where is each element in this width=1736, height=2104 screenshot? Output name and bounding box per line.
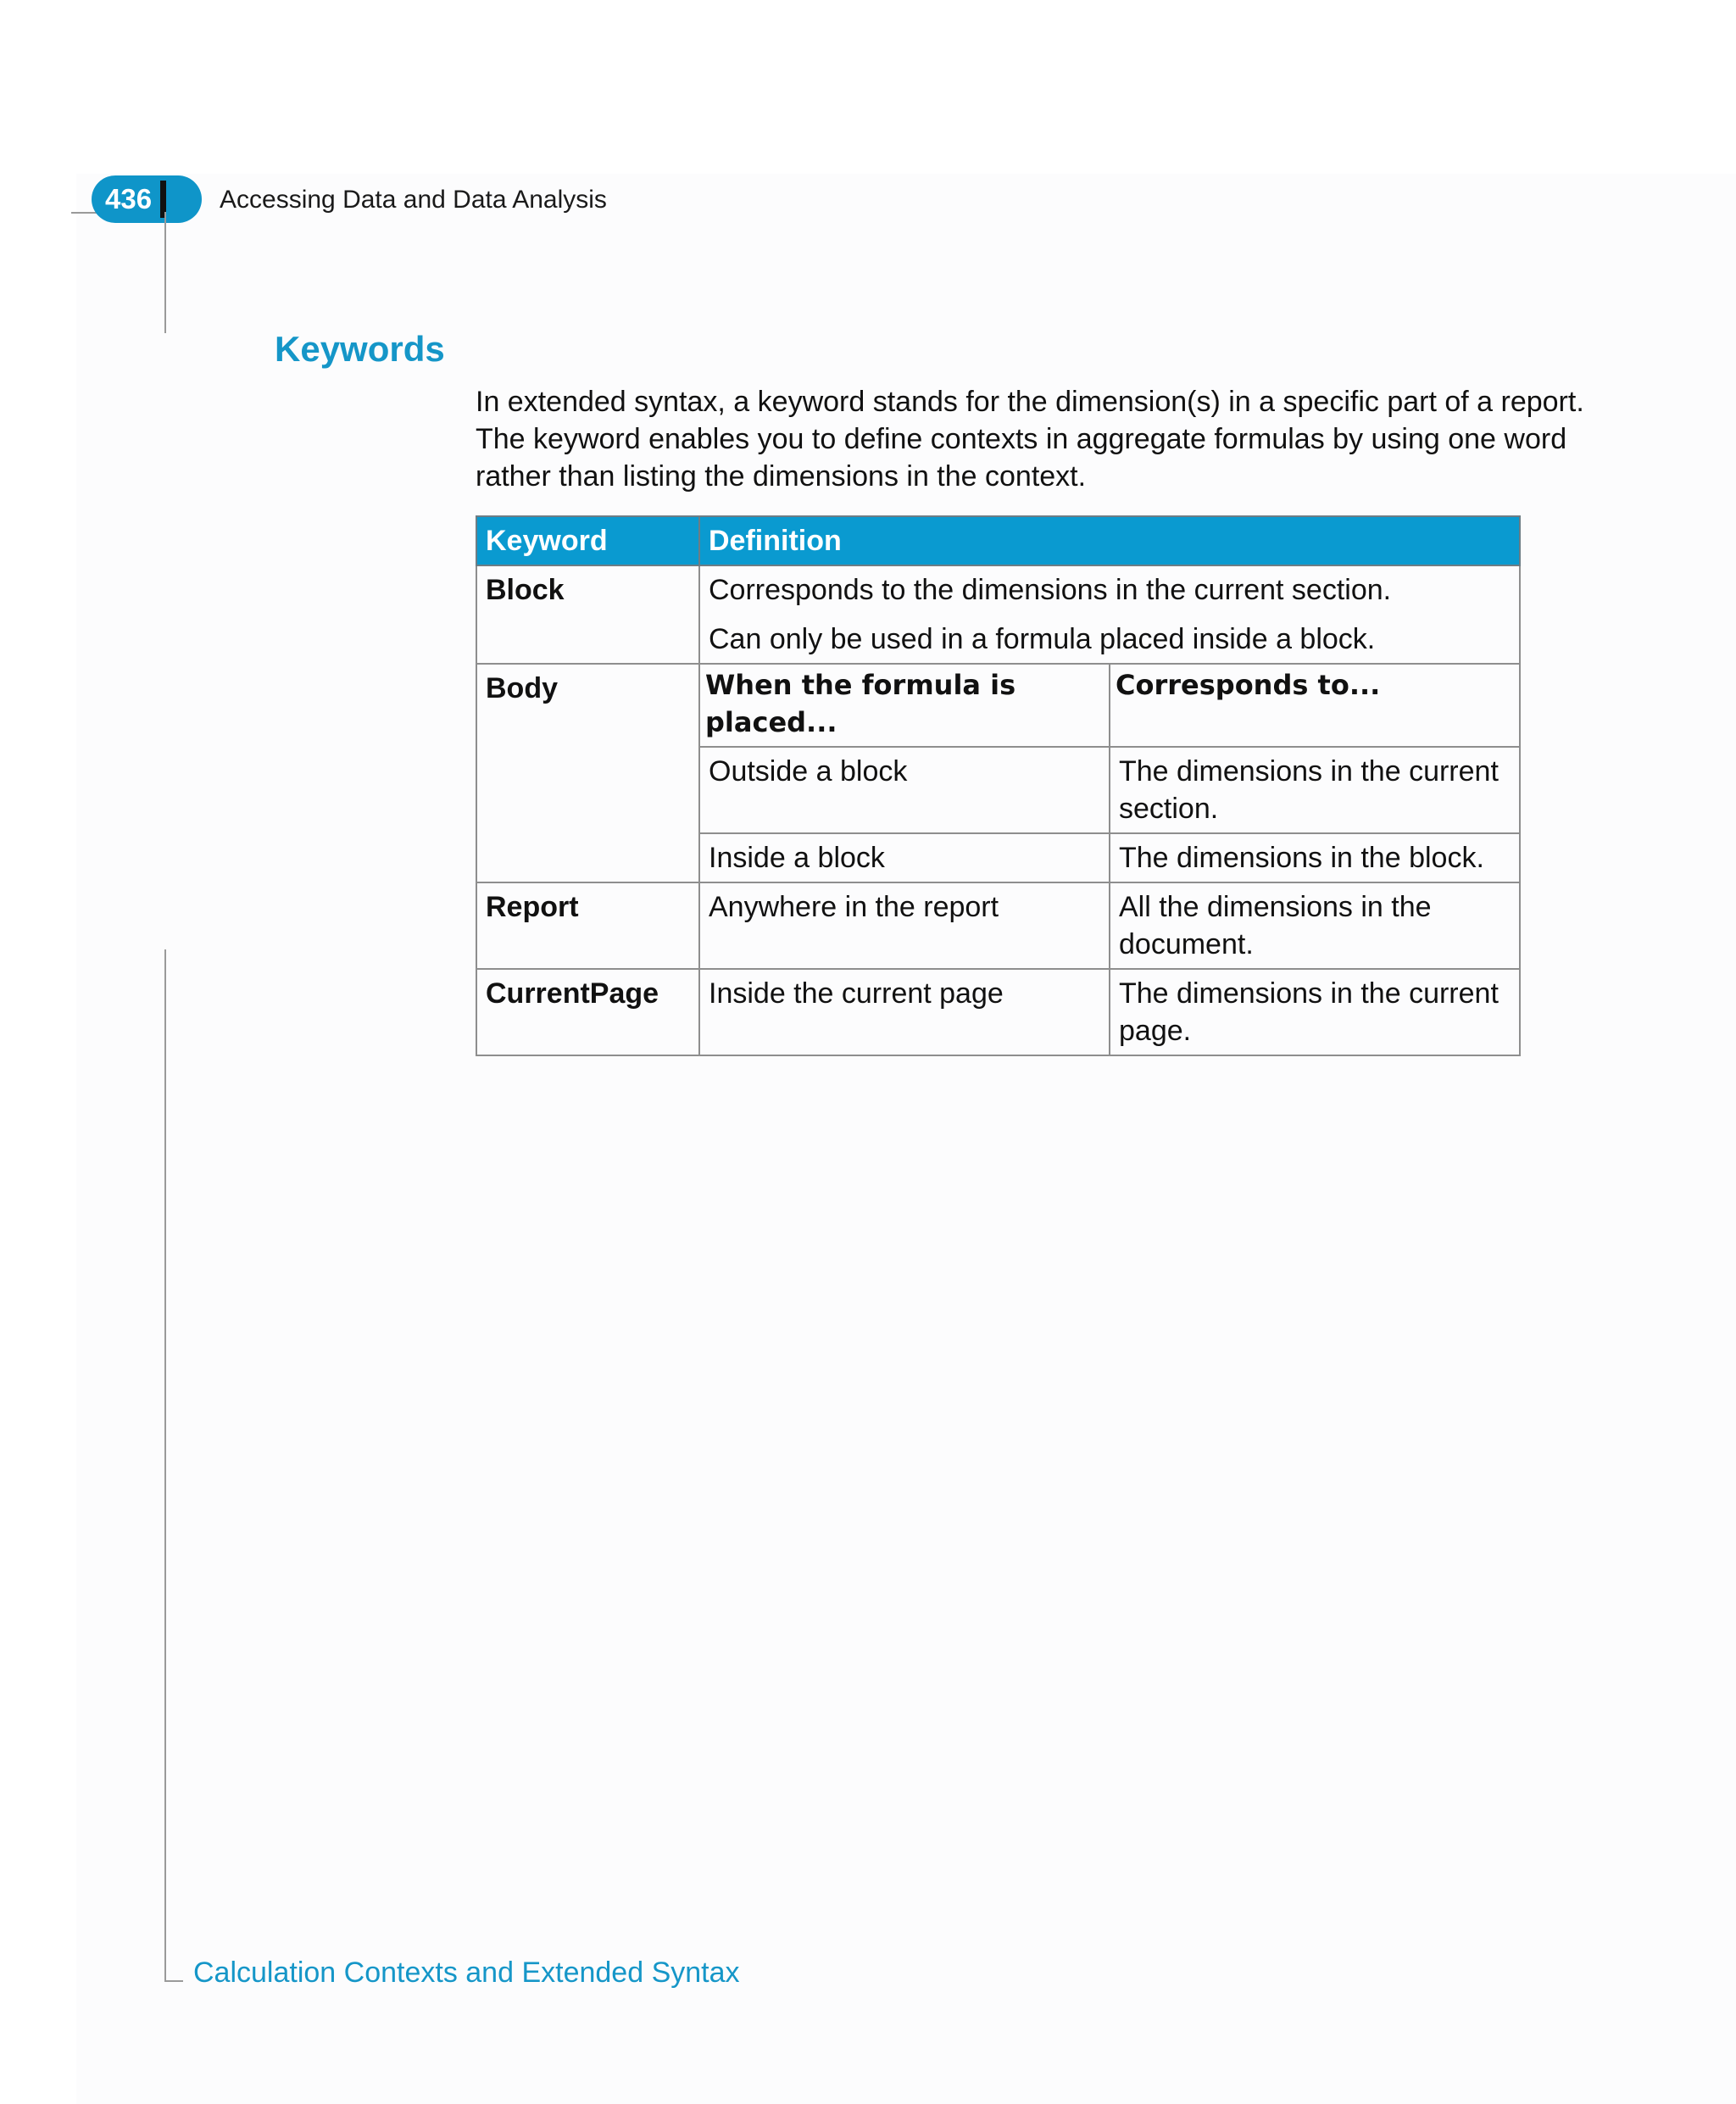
corresponds-cell: The dimensions in the current page. [1110,969,1520,1055]
definition-cell [699,565,1520,664]
keyword-cell: Body [476,664,699,882]
header-keyword: Keyword [476,516,699,565]
placed-cell: Anywhere in the report [699,882,1110,969]
definition-line: Corresponds to the dimensions in the current section. [709,574,1392,606]
page-number: 436 [105,183,153,214]
keyword-cell: Block [476,565,699,664]
corresponds-cell: The dimensions in the block. [1110,833,1520,882]
subheader-placed: When the formula is placed... [699,664,1110,747]
definition-line: Can only be used in a formula placed inside a block. [709,623,1376,655]
running-head: Accessing Data and Data Analysis [220,186,607,214]
corresponds-cell: The dimensions in the current section. [1110,747,1520,833]
table-row [476,664,1520,747]
section-title: Keywords [275,329,445,369]
table-row [476,565,1520,664]
placed-cell: Inside the current page [699,969,1110,1055]
placed-cell: Outside a block [699,747,1110,833]
corresponds-cell: All the dimensions in the document. [1110,882,1520,969]
margin-rule-bottom [164,949,166,1982]
footer-rule [164,1980,183,1982]
margin-rule-top [164,212,166,333]
placed-cell: Inside a block [699,833,1110,882]
header-definition: Definition [699,516,1520,565]
intro-paragraph: In extended syntax, a keyword stands for the dimension(s) in a specific part of a report. The keyword enables you to define contexts in aggregate formulas by using one word rather than listing the dimensions in the context. [476,386,1584,493]
keywords-table [476,515,1521,1056]
table-header-row [476,516,1520,565]
table-row [476,882,1520,969]
footer-chapter-title: Calculation Contexts and Extended Syntax [193,1956,740,1989]
table-row [476,969,1520,1055]
subheader-corresponds: Corresponds to... [1110,664,1520,747]
keyword-cell: Report [476,882,699,969]
keyword-cell: CurrentPage [476,969,699,1055]
